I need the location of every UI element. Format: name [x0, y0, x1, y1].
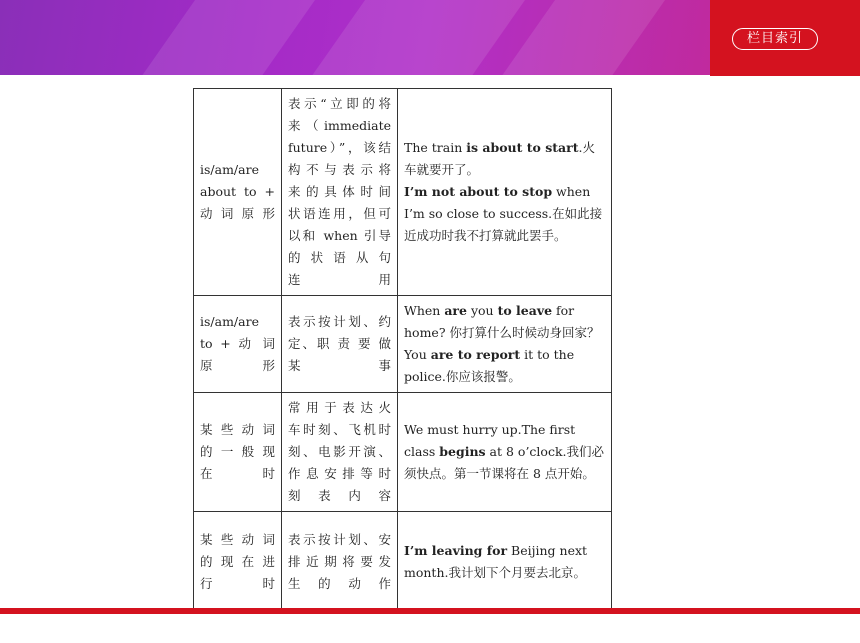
usage-cell-line: 以和 when 引导	[288, 228, 391, 243]
usage-cell-line: 表示按计划、安	[288, 532, 391, 547]
usage-cell-line: 车时刻、飞机时	[288, 422, 391, 437]
usage-cell-line: 构不与表示将	[288, 162, 391, 177]
table-row	[194, 296, 612, 393]
usage-cell-line: 排近期将要发	[288, 554, 391, 569]
form-cell-line: 在时	[200, 466, 275, 481]
usage-cell	[282, 512, 398, 613]
form-cell-line: 某 些 动 词	[200, 532, 275, 547]
usage-cell-line: future）”，该结	[288, 140, 391, 155]
form-cell	[194, 512, 282, 613]
example-sentence	[404, 540, 605, 584]
usage-cell-line: 生的动作	[288, 576, 391, 591]
usage-cell-line: 某事	[288, 358, 391, 373]
usage-cell-line: 连用	[288, 272, 391, 287]
usage-cell-line: 刻表内容	[288, 488, 391, 503]
example-cell	[398, 89, 612, 296]
form-cell	[194, 296, 282, 393]
usage-cell-line: 表示按计划、约	[288, 314, 391, 329]
usage-cell	[282, 89, 398, 296]
usage-cell-line: 定、职 责 要 做	[288, 336, 391, 351]
example-sentence	[404, 181, 605, 247]
table-row	[194, 393, 612, 512]
form-cell-line: 行时	[200, 576, 275, 591]
example-text: it to the police.你应该报警。	[404, 347, 575, 384]
example-keyword: begins	[439, 444, 486, 459]
example-cell	[398, 296, 612, 393]
form-cell-line: to + 动 词	[200, 336, 275, 351]
form-cell-line: 原形	[200, 358, 275, 373]
example-text: you	[466, 303, 498, 318]
footer-bar	[0, 608, 860, 614]
form-cell-line: 的 一 般 现	[200, 444, 275, 459]
form-cell-line: 某 些 动 词	[200, 422, 275, 437]
usage-cell-line: 作息安排等时	[288, 466, 391, 481]
header-banner	[0, 0, 710, 75]
example-keyword: I’m not about to stop	[404, 184, 553, 199]
usage-cell-line: 表示“立即的将	[288, 96, 391, 111]
example-sentence	[404, 419, 605, 485]
example-text: for home? 你打算什么时候动身回家？	[404, 303, 600, 340]
grammar-table	[193, 88, 612, 613]
usage-cell-line: 来的具体时间	[288, 184, 391, 199]
usage-cell	[282, 393, 398, 512]
example-text: You	[404, 347, 431, 362]
example-sentence	[404, 344, 605, 388]
example-cell	[398, 393, 612, 512]
form-cell	[194, 89, 282, 296]
example-text: Beijing next month.我计划下个月要去北京。	[404, 543, 588, 580]
form-cell-line: is/am/are	[200, 314, 259, 329]
form-cell-line: about to +	[200, 184, 275, 199]
index-nav-button[interactable]: 栏目索引	[732, 28, 818, 50]
example-text: at 8 o’clock.我们必须快点。第一节课将在 8 点开始。	[404, 444, 604, 481]
example-text: When	[404, 303, 445, 318]
usage-cell-line: 的 状 语 从 句	[288, 250, 391, 265]
example-keyword: are	[444, 303, 467, 318]
table-row	[194, 512, 612, 613]
form-cell-line: 的 现 在 进	[200, 554, 275, 569]
usage-cell	[282, 296, 398, 393]
example-keyword: is about to start	[466, 140, 579, 155]
example-keyword: are to report	[430, 347, 521, 362]
table-row	[194, 89, 612, 296]
usage-cell-line: 来 （ immediate	[288, 118, 391, 133]
form-cell-line: 动词原形	[200, 206, 275, 221]
example-keyword: to leave	[497, 303, 553, 318]
form-cell	[194, 393, 282, 512]
example-keyword: I’m leaving for	[404, 543, 508, 558]
example-text: The train	[404, 140, 467, 155]
example-sentence	[404, 137, 605, 181]
usage-cell-line: 常用于表达火	[288, 400, 391, 415]
example-text: We must hurry up.The first class	[404, 422, 576, 459]
example-text: .火车就要开了。	[404, 140, 595, 177]
usage-cell-line: 刻、电影开演、	[288, 444, 391, 459]
form-cell-line: is/am/are	[200, 162, 259, 177]
usage-cell-line: 状语连用，但可	[288, 206, 391, 221]
example-sentence	[404, 300, 605, 344]
example-cell	[398, 512, 612, 613]
example-text: when I’m so close to success.在如此接近成功时我不打算就此罢手。	[404, 184, 603, 243]
